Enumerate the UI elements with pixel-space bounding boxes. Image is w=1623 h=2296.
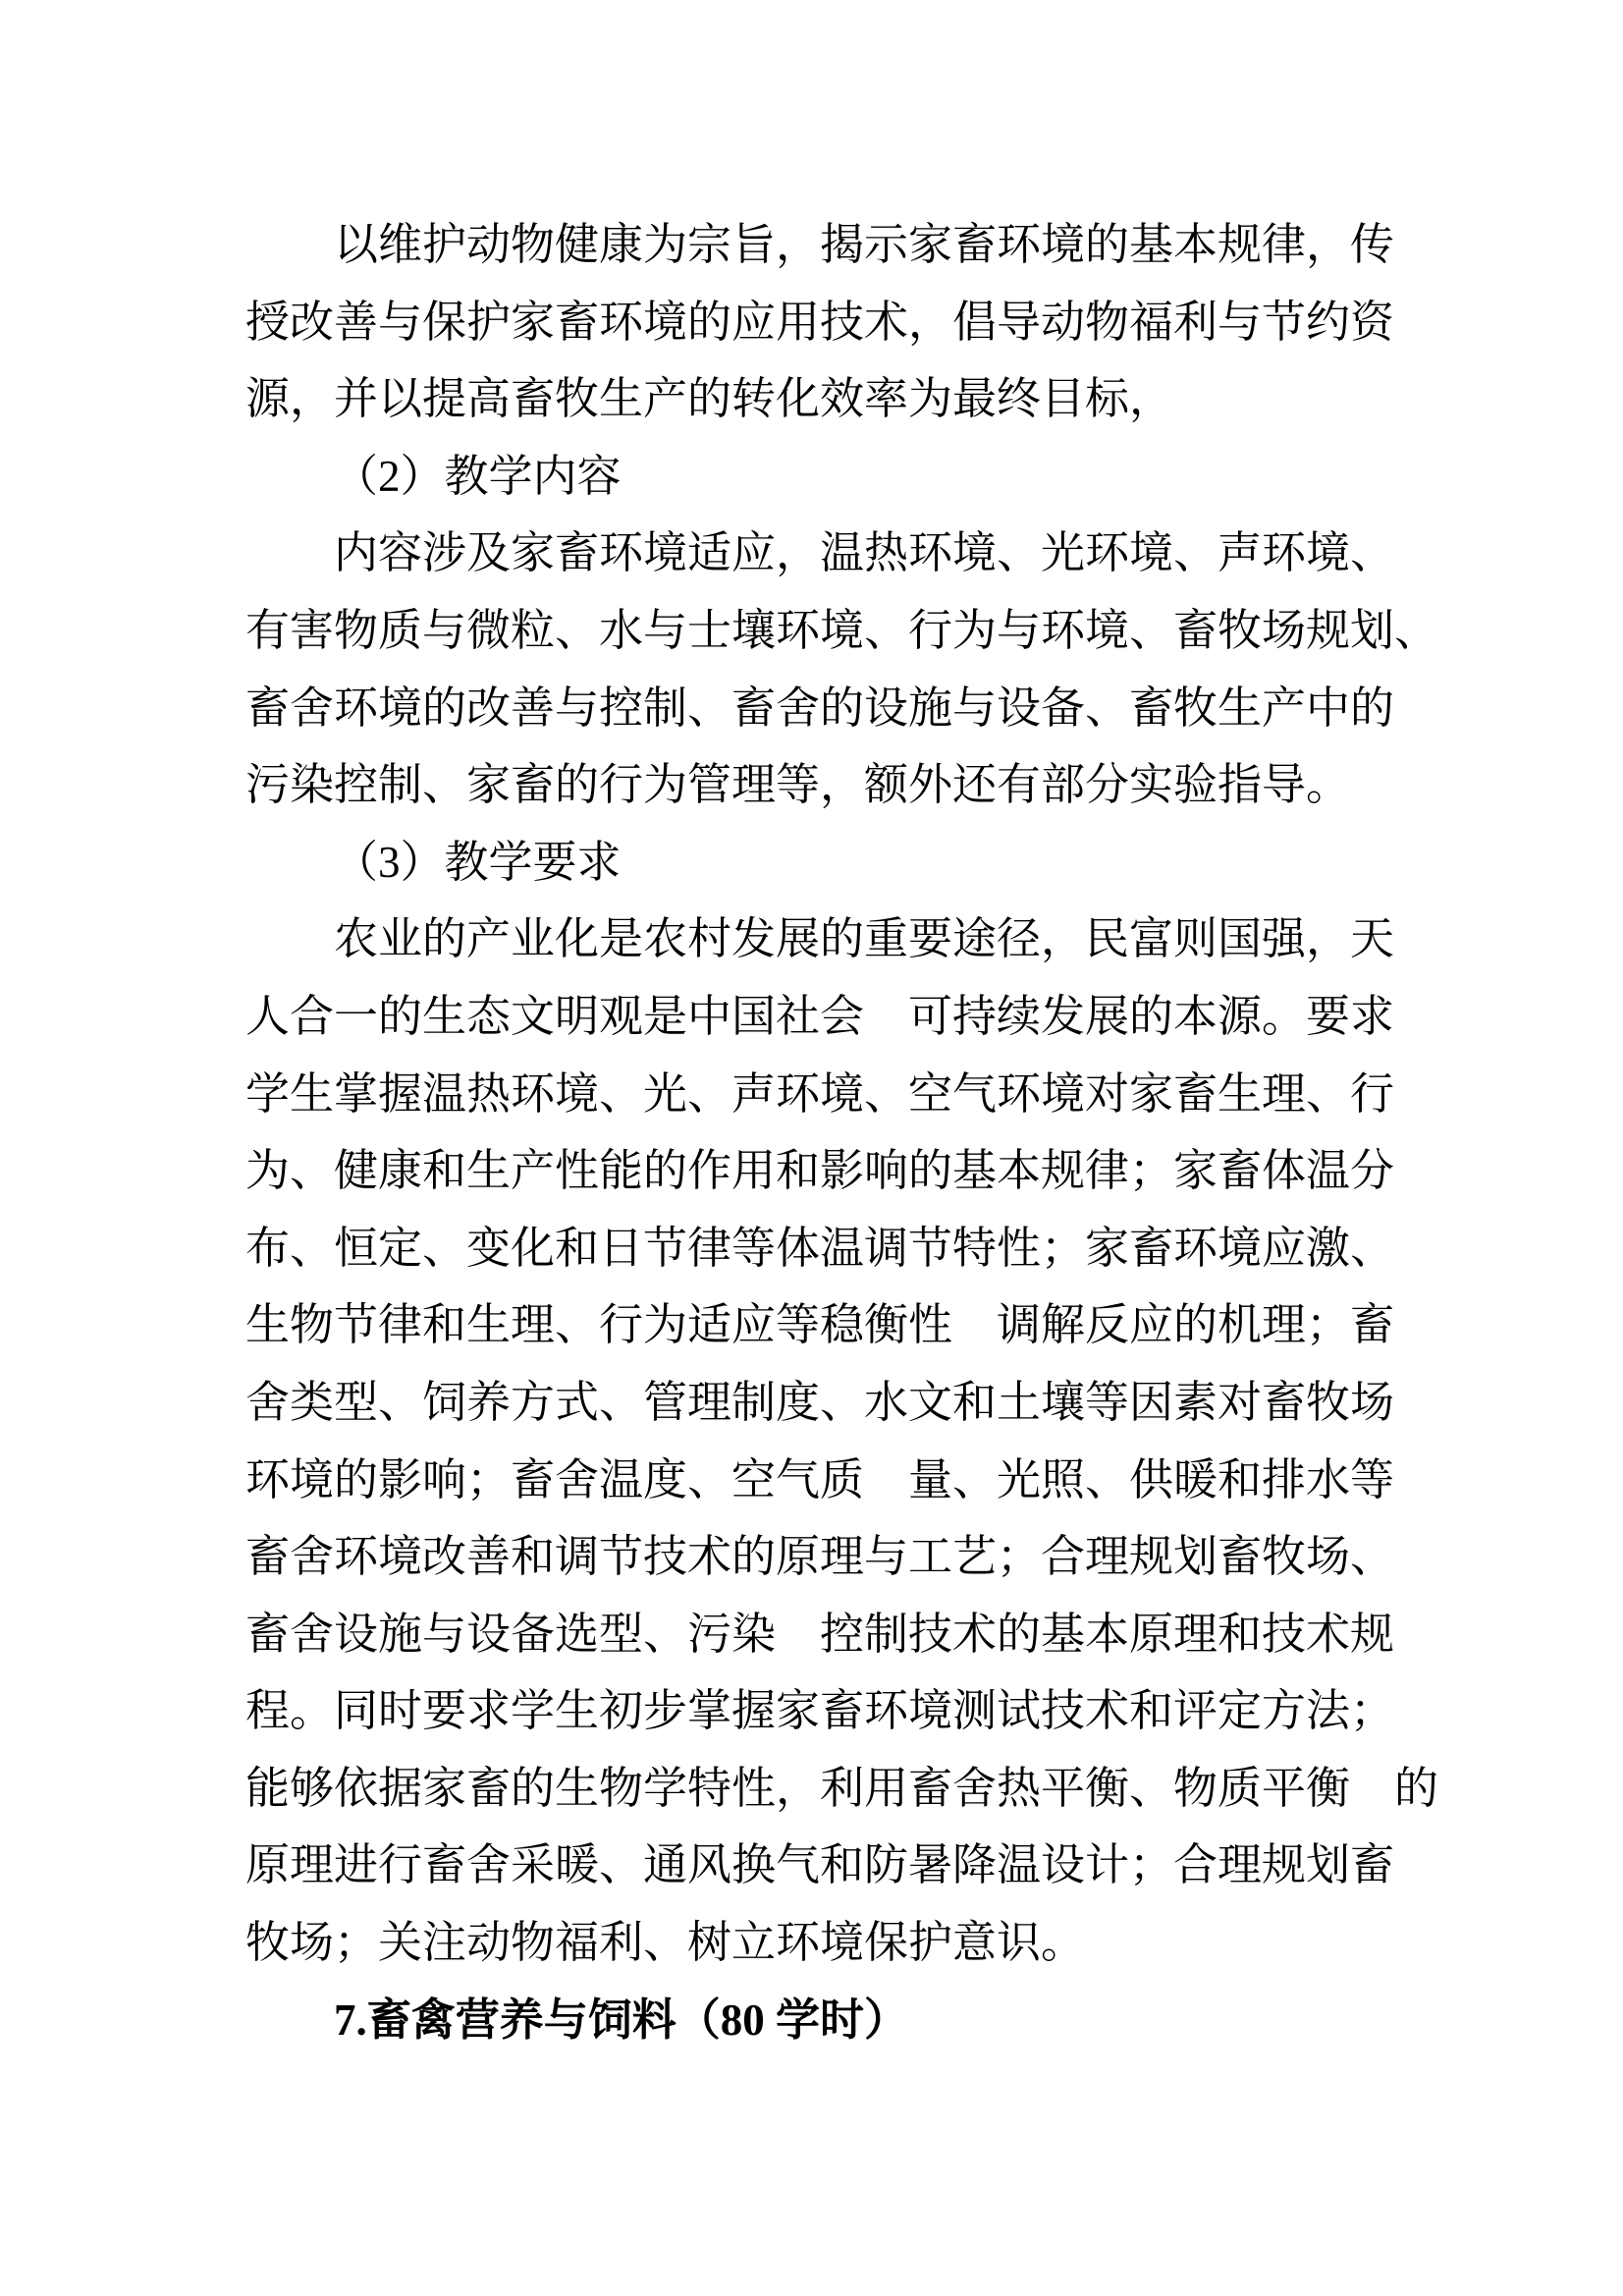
text-line: 为、健康和生产性能的作用和影响的基本规律；家畜体温分 [245,1146,1395,1196]
text-line: 布、恒定、变化和日节律等体温调节特性；家畜环境应激、 [245,1223,1395,1273]
text-line: 生物节律和生理、行为适应等稳衡性 调解反应的机理；畜 [245,1300,1395,1350]
text-line: 以维护动物健康为宗旨，揭示家畜环境的基本规律，传 [334,220,1395,269]
text-line: 舍类型、饲养方式、管理制度、水文和土壤等因素对畜牧场 [245,1377,1395,1427]
text-line: 畜舍环境改善和调节技术的原理与工艺；合理规划畜牧场、 [245,1532,1395,1582]
text-line: 环境的影响；畜舍温度、空气质 量、光照、供暖和排水等 [245,1454,1395,1504]
text-block [245,206,1502,2058]
text-line: 畜舍设施与设备选型、污染 控制技术的基本原理和技术规 [245,1609,1395,1659]
text-line: 人合一的生态文明观是中国社会 可持续发展的本源。要求 [245,991,1395,1041]
text-line: 畜舍环境的改善与控制、畜舍的设施与设备、畜牧生产中的 [245,683,1395,733]
text-line: 污染控制、家畜的行为管理等，额外还有部分实验指导。 [245,760,1351,810]
text-line: 程。同时要求学生初步掌握家畜环境测试技术和评定方法； [245,1686,1395,1736]
text-line: 授改善与保护家畜环境的应用技术，倡导动物福利与节约资 [245,297,1395,347]
text-line: 内容涉及家畜环境适应，温热环境、光环境、声环境、 [334,528,1395,578]
text-line: 原理进行畜舍采暖、通风换气和防暑降温设计；合理规划畜 [245,1840,1395,1890]
section-heading: 7.畜禽营养与饲料（80 学时） [334,1995,909,2045]
text-line: （2）教学内容 [334,451,622,501]
text-line: 牧场；关注动物福利、树立环境保护意识。 [245,1918,1086,1968]
text-line: 农业的产业化是农村发展的重要途径，民富则国强，天 [334,914,1395,964]
text-line: 学生掌握温热环境、光、声环境、空气环境对家畜生理、行 [245,1068,1395,1119]
text-line: 能够依据家畜的生物学特性，利用畜舍热平衡、物质平衡 的 [245,1763,1439,1813]
text-line: 有害物质与微粒、水与士壤环境、行为与环境、畜牧场规划、 [245,605,1439,655]
text-line: 源，并以提高畜牧生产的转化效率为最终目标， [245,374,1174,424]
text-line: （3）教学要求 [334,837,622,887]
